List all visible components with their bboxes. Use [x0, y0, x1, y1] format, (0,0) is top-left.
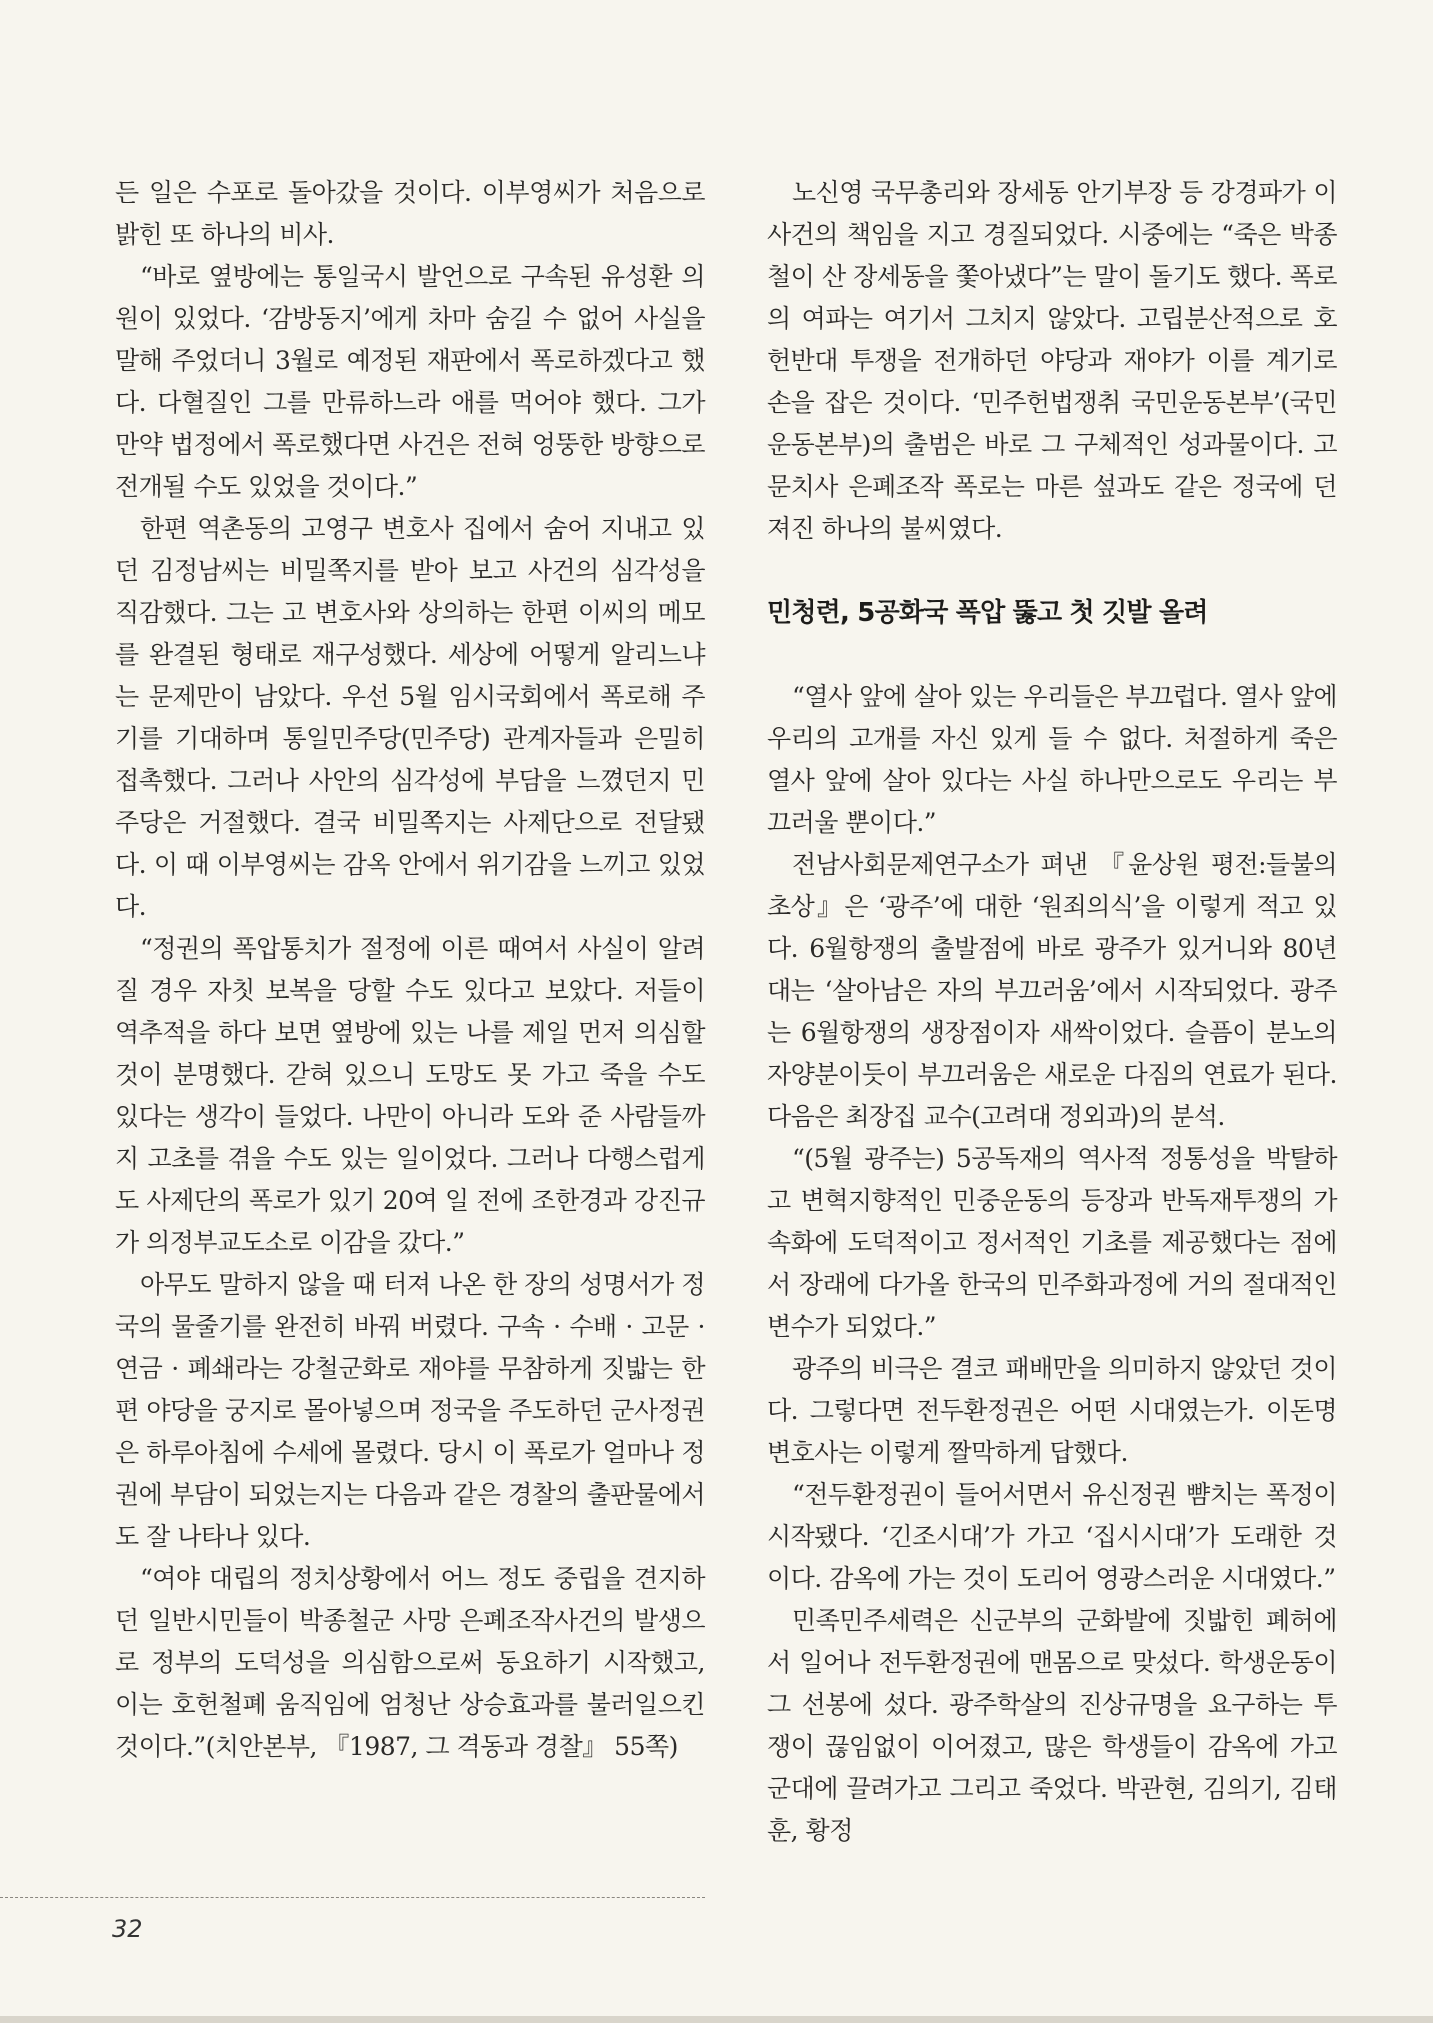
right-column	[767, 172, 1337, 1852]
paragraph: 든 일은 수포로 돌아갔을 것이다. 이부영씨가 처음으로 밝힌 또 하나의 비사.	[115, 178, 705, 249]
footer-divider	[0, 1897, 705, 1898]
paragraph: 한편 역촌동의 고영구 변호사 집에서 숨어 지내고 있던 김정남씨는 비밀쪽지를 받아 보고 사건의 심각성을 직감했다. 그는 고 변호사와 상의하는 한편 이씨의 메모를 완결된 형태로 재구성했다. 세상에 어떻게 알리느냐는 문제만이 남았다. 우선 5월 임시국회에서 폭로해 주기를 기대하며 통일민주당(민주당) 관계자들과 은밀히 접촉했다. 그러나 사안의 심각성에 부담을 느꼈던지 민주당은 거절했다. 결국 비밀쪽지는 사제단으로 전달됐다. 이 때 이부영씨는 감옥 안에서 위기감을 느끼고 있었다.	[115, 514, 705, 921]
paragraph: 전남사회문제연구소가 펴낸 『윤상원 평전:들불의 초상』은 ‘광주’에 대한 ‘원죄의식’을 이렇게 적고 있다. 6월항쟁의 출발점에 바로 광주가 있거니와 80년대는 ‘살아남은 자의 부끄러움’에서 시작되었다. 광주는 6월항쟁의 생장점이자 새싹이었다. 슬픔이 분노의 자양분이듯이 부끄러움은 새로운 다짐의 연료가 된다. 다음은 최장집 교수(고려대 정외과)의 분석.	[767, 850, 1337, 1131]
section-heading: 민청련, 5공화국 폭압 뚫고 첫 깃발 올려	[767, 598, 1208, 628]
left-column	[115, 172, 705, 1768]
paragraph: 민족민주세력은 신군부의 군화발에 짓밟힌 폐허에서 일어나 전두환정권에 맨몸으로 맞섰다. 학생운동이 그 선봉에 섰다. 광주학살의 진상규명을 요구하는 투쟁이 끊임없이 이어졌고, 많은 학생들이 감옥에 가고 군대에 끌려가고 그리고 죽었다. 박관현, 김의기, 김태훈, 황정	[767, 1606, 1337, 1845]
paragraph: 광주의 비극은 결코 패배만을 의미하지 않았던 것이다. 그렇다면 전두환정권은 어떤 시대였는가. 이돈명 변호사는 이렇게 짤막하게 답했다.	[767, 1354, 1337, 1467]
paragraph: 아무도 말하지 않을 때 터져 나온 한 장의 성명서가 정국의 물줄기를 완전히 바꿔 버렸다. 구속 · 수배 · 고문 · 연금 · 폐쇄라는 강철군화로 재야를 무참하게 짓밟는 한편 야당을 궁지로 몰아넣으며 정국을 주도하던 군사정권은 하루아침에 수세에 몰렸다. 당시 이 폭로가 얼마나 정권에 부담이 되었는지는 다음과 같은 경찰의 출판물에서도 잘 나타나 있다.	[115, 1270, 705, 1551]
paragraph: “여야 대립의 정치상황에서 어느 정도 중립을 견지하던 일반시민들이 박종철군 사망 은폐조작사건의 발생으로 정부의 도덕성을 의심함으로써 동요하기 시작했고, 이는 호헌철폐 움직임에 엄청난 상승효과를 불러일으킨 것이다.”(치안본부, 『1987, 그 격동과 경찰』 55쪽)	[115, 1564, 705, 1761]
paragraph: “전두환정권이 들어서면서 유신정권 뺨치는 폭정이 시작됐다. ‘긴조시대’가 가고 ‘집시시대’가 도래한 것이다. 감옥에 가는 것이 도리어 영광스러운 시대였다.”	[767, 1480, 1337, 1593]
paragraph: “열사 앞에 살아 있는 우리들은 부끄럽다. 열사 앞에 우리의 고개를 자신 있게 들 수 없다. 처절하게 죽은 열사 앞에 살아 있다는 사실 하나만으로도 우리는 부끄러울 뿐이다.”	[767, 682, 1337, 837]
paragraph: “(5월 광주는) 5공독재의 역사적 정통성을 박탈하고 변혁지향적인 민중운동의 등장과 반독재투쟁의 가속화에 도덕적이고 정서적인 기초를 제공했다는 점에서 장래에 다가올 한국의 민주화과정에 거의 절대적인 변수가 되었다.”	[767, 1144, 1337, 1341]
paragraph: “바로 옆방에는 통일국시 발언으로 구속된 유성환 의원이 있었다. ‘감방동지’에게 차마 숨길 수 없어 사실을 말해 주었더니 3월로 예정된 재판에서 폭로하겠다고 했다. 다혈질인 그를 만류하느라 애를 먹어야 했다. 그가 만약 법정에서 폭로했다면 사건은 전혀 엉뚱한 방향으로 전개될 수도 있었을 것이다.”	[115, 262, 705, 501]
paragraph: 노신영 국무총리와 장세동 안기부장 등 강경파가 이 사건의 책임을 지고 경질되었다. 시중에는 “죽은 박종철이 산 장세동을 쫓아냈다”는 말이 돌기도 했다. 폭로의 여파는 여기서 그치지 않았다. 고립분산적으로 호헌반대 투쟁을 전개하던 야당과 재야가 이를 계기로 손을 잡은 것이다. ‘민주헌법쟁취 국민운동본부’(국민운동본부)의 출범은 바로 그 구체적인 성과물이다. 고문치사 은폐조작 폭로는 마른 섶과도 같은 정국에 던져진 하나의 불씨였다.	[767, 178, 1337, 543]
paragraph: “정권의 폭압통치가 절정에 이른 때여서 사실이 알려질 경우 자칫 보복을 당할 수도 있다고 보았다. 저들이 역추적을 하다 보면 옆방에 있는 나를 제일 먼저 의심할 것이 분명했다. 갇혀 있으니 도망도 못 가고 죽을 수도 있다는 생각이 들었다. 나만이 아니라 도와 준 사람들까지 고초를 겪을 수도 있는 일이었다. 그러나 다행스럽게도 사제단의 폭로가 있기 20여 일 전에 조한경과 강진규가 의정부교도소로 이감을 갔다.”	[115, 934, 705, 1257]
page-number: 32	[112, 1915, 143, 1943]
page-edge	[0, 2016, 1433, 2023]
